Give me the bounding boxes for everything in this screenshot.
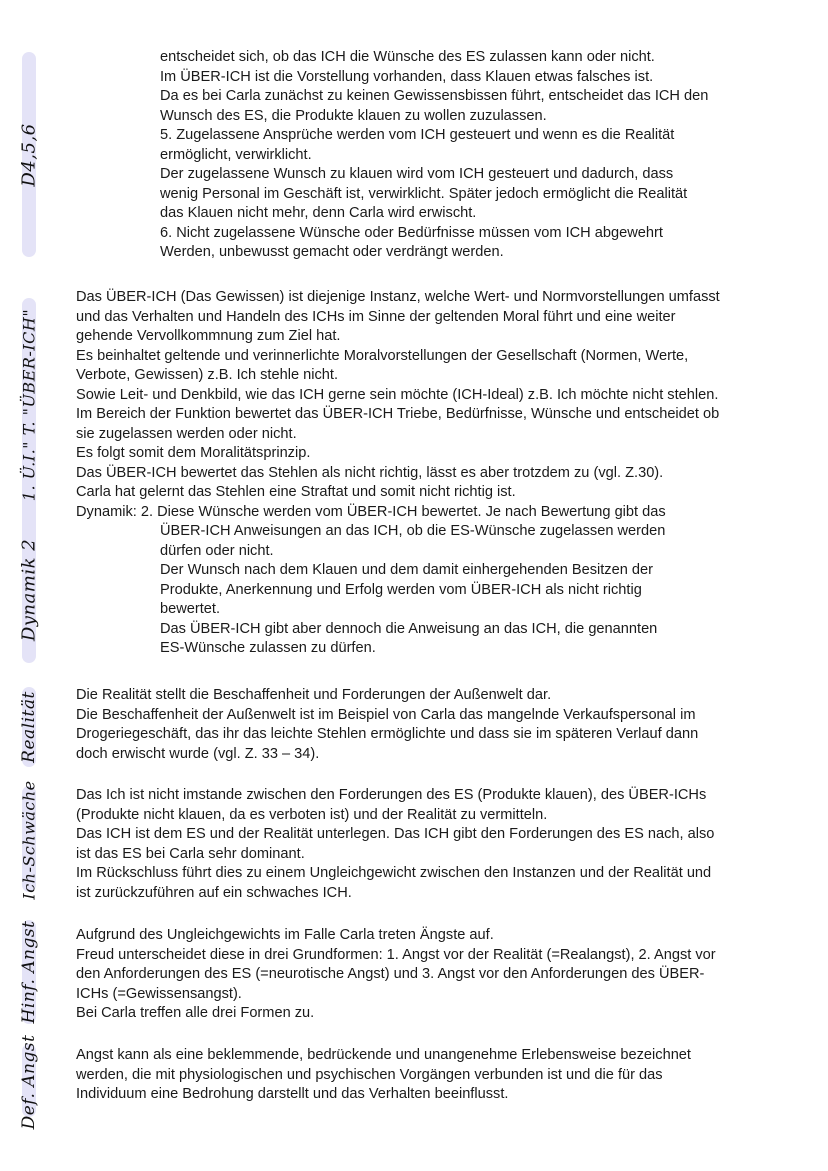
text-line: (Produkte nicht klauen, da es verboten ist) und der Realität zu vermitteln.	[76, 806, 548, 823]
text-block-ich-schwaeche	[76, 786, 824, 903]
text-line: Das ÜBER-ICH (Das Gewissen) ist diejenige Instanz, welche Wert- und Normvorstellungen umfasst	[76, 289, 720, 305]
text-line-indented: dürfen oder nicht.	[160, 542, 274, 559]
text-line: doch erwischt wurde (vgl. Z. 33 – 34).	[76, 745, 320, 762]
text-line: Es beinhaltet geltende und verinnerlichte Moralvorstellungen der Gesellschaft (Normen, Werte,	[76, 347, 689, 364]
text-block-realitaet	[76, 686, 824, 764]
text-line: wenig Personal im Geschäft ist, verwirklicht. Später jedoch ermöglicht die Realität	[160, 185, 688, 202]
text-block-dynamik-es	[160, 48, 820, 263]
text-line: Die Beschaffenheit der Außenwelt ist im Beispiel von Carla das mangelnde Verkaufspersonal im	[76, 706, 696, 723]
text-line: Die Realität stellt die Beschaffenheit und Forderungen der Außenwelt dar.	[76, 687, 552, 703]
text-line: Wunsch des ES, die Produkte klauen zu wollen zuzulassen.	[160, 107, 547, 124]
text-line: Bei Carla treffen alle drei Formen zu.	[76, 1005, 315, 1021]
margin-label-d456: D4,5,6	[18, 123, 40, 187]
text-line: und das Verhalten und Handeln des ICHs im Sinne der geltenden Moral führt und eine weiter	[76, 308, 676, 325]
margin-label-ich-schwaeche: Ich-Schwäche	[19, 780, 39, 900]
text-line: werden, die mit physiologischen und psychischen Vorgängen verbunden ist und die für das	[76, 1066, 663, 1083]
text-line: Der zugelassene Wunsch zu klauen wird vom ICH gesteuert und dadurch, dass	[160, 166, 674, 182]
text-line: ermöglicht, verwirklicht.	[160, 146, 312, 163]
text-line: Verbote, Gewissen) z.B. Ich stehle nicht.	[76, 367, 339, 383]
text-line-indented: ES-Wünsche zulassen zu dürfen.	[160, 640, 376, 656]
margin-label-dynamik: Dynamik 2	[18, 538, 40, 642]
text-line: Angst kann als eine beklemmende, bedrückende und unangenehme Erlebensweise bezeichnet	[76, 1047, 691, 1063]
text-line: den Anforderungen des ES (=neurotische Angst) und 3. Angst vor den Anforderungen des ÜBER-	[76, 966, 705, 982]
text-line-indented: Produkte, Anerkennung und Erfolg werden vom ÜBER-ICH als nicht richtig	[160, 581, 642, 598]
text-line: entscheidet sich, ob das ICH die Wünsche des ES zulassen kann oder nicht.	[160, 49, 655, 65]
text-line-indented: Der Wunsch nach dem Klauen und dem damit einhergehenden Besitzen der	[160, 562, 653, 578]
text-line: Sowie Leit- und Denkbild, wie das ICH gerne sein möchte (ICH-Ideal) z.B. Ich möchte nicht stehlen.	[76, 386, 719, 403]
text-line: Das ICH ist dem ES und der Realität unterlegen. Das ICH gibt den Forderungen des ES nach, also	[76, 826, 715, 842]
text-line: ICHs (=Gewissensangst).	[76, 985, 242, 1002]
text-block-angst-definition	[76, 1046, 824, 1105]
text-block-ueber-ich	[76, 288, 824, 659]
text-line-indented: bewertet.	[160, 601, 221, 617]
text-line: ist zurückzuführen auf ein schwaches ICH.	[76, 884, 352, 901]
text-line: sie zugelassen werden oder nicht.	[76, 425, 297, 442]
text-block-angst-formen	[76, 926, 824, 1024]
text-line: Das Ich ist nicht imstande zwischen den Forderungen des ES (Produkte klauen), des ÜBER-ICHs	[76, 787, 707, 803]
text-line: Im Bereich der Funktion bewertet das ÜBER-ICH Triebe, Bedürfnisse, Wünsche und entscheidet ob	[76, 406, 720, 422]
text-line: Werden, unbewusst gemacht oder verdrängt werden.	[160, 244, 504, 260]
margin-label-hinf-angst: Hinf. Angst	[19, 920, 39, 1024]
text-line: das Klauen nicht mehr, denn Carla wird erwischt.	[160, 205, 477, 221]
text-line: Im Rückschluss führt dies zu einem Ungleichgewicht zwischen den Instanzen und der Realität und	[76, 865, 712, 881]
text-line: Carla hat gelernt das Stehlen eine Straftat und somit nicht richtig ist.	[76, 484, 516, 500]
text-line: Im ÜBER-ICH ist die Vorstellung vorhanden, dass Klauen etwas falsches ist.	[160, 68, 654, 85]
margin-label-realitaet: Realität	[19, 691, 39, 763]
text-line: Drogeriegeschäft, das ihr das leichte Stehlen ermöglichte und dass sie im späteren Verlauf dann	[76, 726, 699, 742]
text-line: 5. Zugelassene Ansprüche werden vom ICH gesteuert und wenn es die Realität	[160, 127, 675, 143]
text-line: Dynamik: 2. Diese Wünsche werden vom ÜBER-ICH bewertet. Je nach Bewertung gibt das	[76, 503, 666, 520]
text-line: Aufgrund des Ungleichgewichts im Falle Carla treten Ängste auf.	[76, 927, 494, 943]
margin-label-ueber-ich: 1. Ü.I." T. "ÜBER-ICH"	[19, 308, 39, 502]
text-line: Individuum eine Bedrohung darstellt und das Verhalten beeinflusst.	[76, 1086, 509, 1102]
margin-label-def-angst: Def. Angst	[19, 1034, 39, 1130]
text-line: Es folgt somit dem Moralitätsprinzip.	[76, 445, 311, 461]
text-line: 6. Nicht zugelassene Wünsche oder Bedürfnisse müssen vom ICH abgewehrt	[160, 224, 663, 241]
text-line: gehende Vervollkommnung zum Ziel hat.	[76, 328, 341, 344]
text-line: Da es bei Carla zunächst zu keinen Gewissensbissen führt, entscheidet das ICH den	[160, 88, 709, 104]
text-line: Freud unterscheidet diese in drei Grundformen: 1. Angst vor der Realität (=Realangst), 2. Angst vor	[76, 946, 716, 963]
text-line-indented: Das ÜBER-ICH gibt aber dennoch die Anweisung an das ICH, die genannten	[160, 620, 658, 637]
text-line: ist das ES bei Carla sehr dominant.	[76, 845, 305, 862]
text-line-indented: ÜBER-ICH Anweisungen an das ICH, ob die ES-Wünsche zugelassen werden	[160, 523, 666, 539]
text-line: Das ÜBER-ICH bewertet das Stehlen als nicht richtig, lässt es aber trotzdem zu (vgl. Z.30).	[76, 464, 664, 481]
